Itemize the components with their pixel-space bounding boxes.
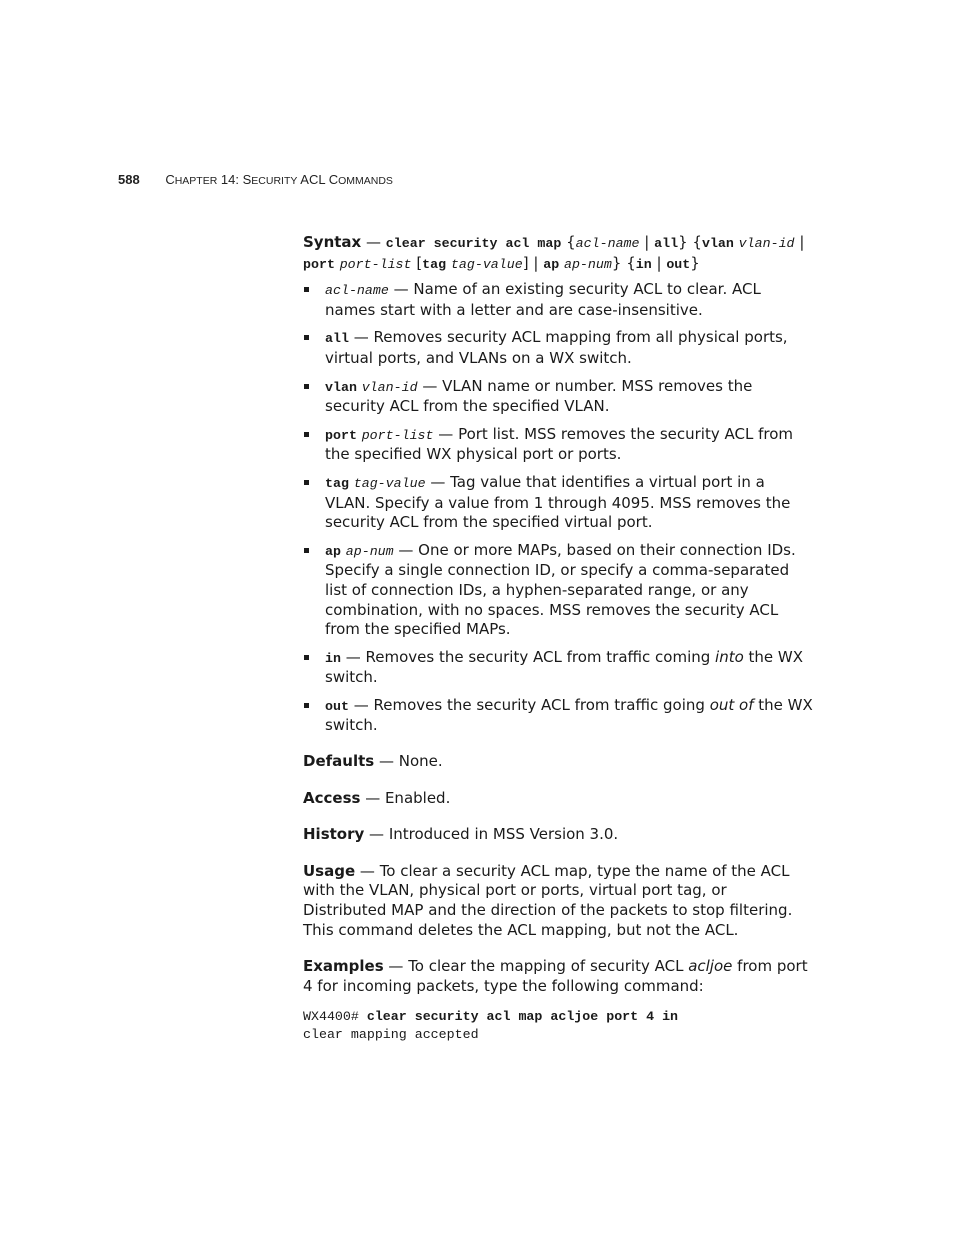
parameter-list [303,280,813,736]
param-acl-name: acl-name — Name of an existing security ACL to clear. ACL names start with a letter and are case-insensitive. [303,280,813,320]
param-in: in — Removes the security ACL from traffic coming into the WX switch. [303,648,813,688]
cli-prompt: WX4400# [303,1009,367,1025]
square-bullet-icon [304,432,309,437]
param-ap: ap ap-num — One or more MAPs, based on their connection IDs. Specify a single connection ID, or specify a comma-separated list of connection IDs, a hyphen-separated range, or any combination, with no spaces. MSS removes the security ACL from the specified MAPs. [303,541,813,640]
param-all: all — Removes security ACL mapping from all physical ports, virtual ports, and VLANs on a WX switch. [303,328,813,368]
page-number: 588 [118,172,140,187]
param-vlan: vlan vlan-id — VLAN name or number. MSS removes the security ACL from the specified VLAN. [303,377,813,417]
square-bullet-icon [304,480,309,485]
square-bullet-icon [304,655,309,660]
history-section: History — Introduced in MSS Version 3.0. [303,825,619,844]
examples-section: Examples — To clear the mapping of security ACL acljoe from port 4 for incoming packets, type the following command: [303,957,808,995]
syntax-line: Syntax — clear security acl map {acl-name | all} {vlan vlan-id | port port-list [tag tag-value] | ap ap-num} {in | out} [303,233,805,272]
square-bullet-icon [304,335,309,340]
access-section: Access — Enabled. [303,788,451,807]
cli-command: clear security acl map acljoe port 4 in [366,1009,679,1025]
square-bullet-icon [304,384,309,389]
cli-output: clear mapping accepted [303,1026,479,1042]
usage-section: Usage — To clear a security ACL map, type the name of the ACL with the VLAN, physical port or ports, virtual port tag, or Distributed MAP and the direction of the packets to stop filtering. This command deletes the ACL mapping, but not the ACL. [303,861,793,939]
defaults-section: Defaults — None. [303,752,443,771]
running-header [118,172,393,187]
command-reference-body [303,233,813,1043]
param-tag: tag tag-value — Tag value that identifies a virtual port in a VLAN. Specify a value from 1 through 4095. MSS removes the security ACL from the specified virtual port. [303,473,813,533]
square-bullet-icon [304,548,309,553]
syntax-label: Syntax [303,233,362,251]
chapter-title: CHAPTER 14: SECURITY ACL COMMANDS [165,172,393,187]
param-port: port port-list — Port list. MSS removes the security ACL from the specified WX physical port or ports. [303,425,813,465]
syntax-command: clear security acl map [385,236,562,251]
code-example [303,1008,813,1043]
square-bullet-icon [304,703,309,708]
square-bullet-icon [304,287,309,292]
param-out: out — Removes the security ACL from traffic going out of the WX switch. [303,696,813,736]
